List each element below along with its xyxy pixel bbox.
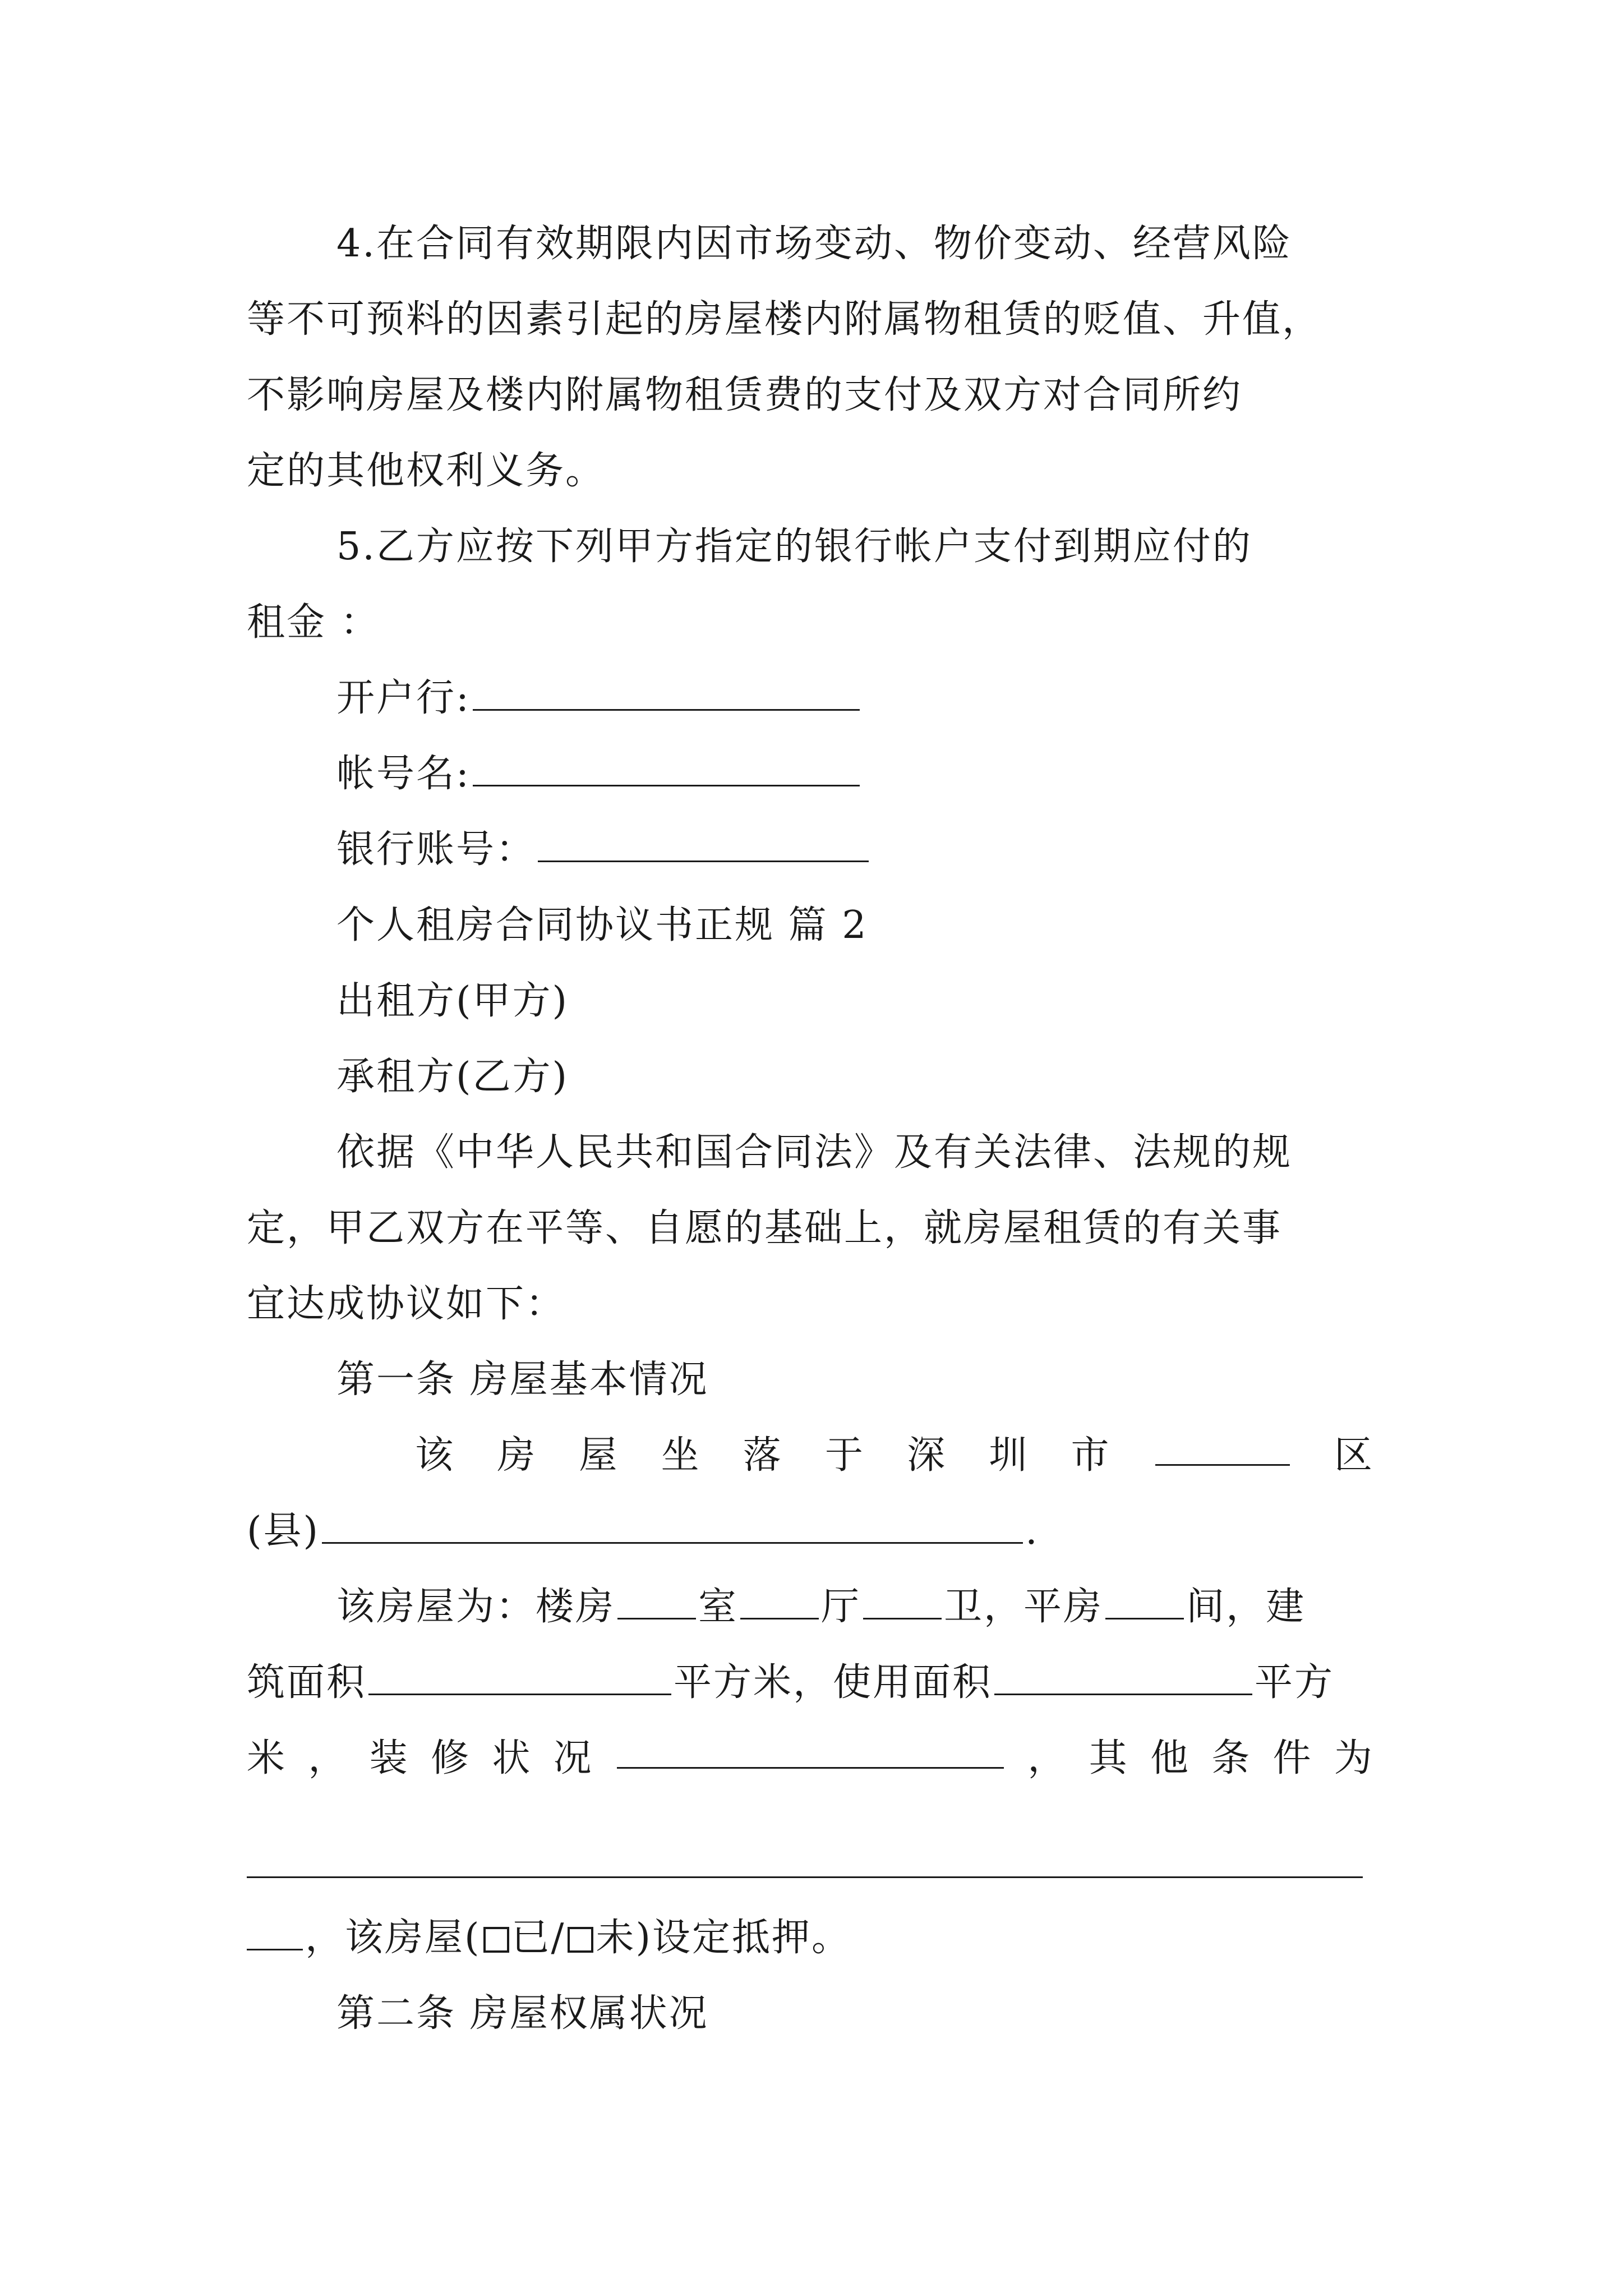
location-line-1: [247, 1430, 1374, 1481]
decoration-char: 他: [1150, 1736, 1190, 1780]
intro-line-1: 依据《中华人民共和国合同法》及有关法律、法规的规: [336, 1130, 1293, 1175]
location-char: 市: [1071, 1433, 1111, 1478]
mortgaged-checkbox[interactable]: [483, 1927, 509, 1953]
mortgage-text: 未)设定抵押。: [596, 1916, 851, 1960]
bank-blank: [473, 675, 860, 711]
decoration-blank: [617, 1733, 1004, 1769]
decoration-char: ，: [308, 1736, 348, 1780]
halls-blank: [740, 1584, 819, 1619]
article-2-title: 第二条 房屋权属状况: [336, 1991, 709, 2036]
location-char: 房: [497, 1433, 537, 1478]
decoration-char: 装: [369, 1736, 409, 1780]
bank-label: 开户行:: [336, 676, 471, 720]
house-type-text: 间，建: [1186, 1585, 1306, 1629]
house-type-line: [336, 1582, 1306, 1632]
decoration-char: ，: [1027, 1736, 1068, 1780]
account-name-blank: [473, 751, 860, 786]
area-text: 筑面积: [247, 1660, 367, 1705]
intro-line-2: 定，甲乙双方在平等、自愿的基础上，就房屋租赁的有关事: [247, 1206, 1283, 1250]
location-char: 深: [907, 1433, 947, 1478]
bungalow-rooms-blank: [1105, 1584, 1184, 1619]
location-char: 圳: [989, 1433, 1029, 1478]
building-area-blank: [368, 1660, 671, 1695]
area-line: [247, 1658, 1334, 1708]
location-char: 屋: [579, 1433, 619, 1478]
decoration-char: 条: [1211, 1736, 1252, 1780]
bank-field: [336, 673, 862, 724]
decoration-line: [247, 1733, 1374, 1784]
location-char: 坐: [661, 1433, 701, 1478]
paragraph-5-line-1: 5.乙方应按下列甲方指定的银行帐户支付到期应付的: [336, 524, 1252, 569]
location-char: 该: [415, 1433, 455, 1478]
account-number-blank: [538, 827, 869, 862]
lessee-line: 承租方(乙方): [336, 1055, 569, 1099]
paragraph-5-line-2: 租金 ：: [247, 600, 380, 645]
county-label: (县): [247, 1509, 320, 1553]
usable-area-blank: [994, 1660, 1252, 1695]
account-name-field: [336, 749, 862, 799]
house-type-text: 该房屋为：楼房: [336, 1585, 616, 1629]
other-conditions-blank: [247, 1876, 1363, 1878]
location-char: 落: [743, 1433, 783, 1478]
paragraph-4-line-3: 不影响房屋及楼内附属物租赁费的支付及双方对合同所约: [247, 373, 1243, 417]
house-type-text: 室: [698, 1585, 739, 1629]
mortgage-text: ，该房屋(: [305, 1916, 481, 1960]
mortgage-text: 已/: [511, 1916, 566, 1960]
district-blank: [1155, 1430, 1290, 1466]
decoration-char: 况: [553, 1736, 593, 1780]
house-type-text: 卫，平房: [944, 1585, 1104, 1629]
decoration-char: 件: [1272, 1736, 1313, 1780]
account-number-field: [336, 825, 871, 875]
paragraph-4-line-4: 定的其他权利义务。: [247, 449, 606, 493]
period: .: [1025, 1509, 1039, 1553]
address-blank: [322, 1508, 1023, 1544]
section-title: 个人租房合同协议书正规 篇 2: [336, 903, 868, 947]
decoration-char: 状: [492, 1736, 532, 1780]
intro-line-3: 宜达成协议如下：: [247, 1282, 566, 1326]
decoration-char: 其: [1089, 1736, 1129, 1780]
rooms-blank: [617, 1584, 696, 1619]
article-1-title: 第一条 房屋基本情况: [336, 1358, 709, 1402]
location-char: 区: [1334, 1433, 1374, 1478]
location-char: 于: [824, 1433, 865, 1478]
decoration-char: 米: [247, 1736, 287, 1780]
area-text: 平方米，使用面积: [674, 1660, 993, 1705]
account-name-label: 帐号名:: [336, 752, 471, 796]
location-line-2: [247, 1506, 1039, 1557]
conditions-tail-blank: [247, 1915, 303, 1950]
mortgage-line: [247, 1913, 851, 1963]
house-type-text: 厅: [821, 1585, 861, 1629]
decoration-char: 修: [430, 1736, 471, 1780]
lessor-line: 出租方(甲方): [336, 979, 569, 1023]
not-mortgaged-checkbox[interactable]: [568, 1927, 593, 1953]
paragraph-4-line-1: 4.在合同有效期限内因市场变动、物价变动、经营风险: [336, 222, 1292, 266]
paragraph-4-line-2: 等不可预料的因素引起的房屋楼内附属物租赁的贬值、升值，: [247, 297, 1322, 342]
account-number-label: 银行账号：: [336, 827, 536, 872]
baths-blank: [863, 1584, 942, 1619]
area-text: 平方: [1255, 1660, 1335, 1705]
decoration-char: 为: [1334, 1736, 1374, 1780]
